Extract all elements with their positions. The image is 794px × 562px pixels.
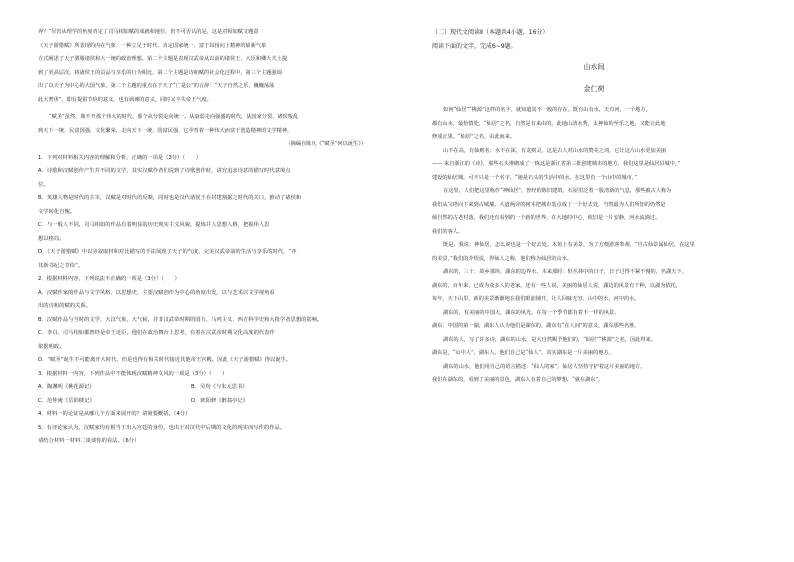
article-line: 的美景，”我们的介绍说，得仙人之称，他们称为仙居的山水。 <box>432 255 573 262</box>
q3-option: C．范仲淹《岳阳楼记》 <box>38 397 95 404</box>
article-line: 既是，我说：神仙居，怎么说也是一个好去处。木鱼上有美景，为了方便游客参观，“自古仙景属仙居，在这里 <box>443 242 695 248</box>
question-3: 3．根据材料一内容，下列作品中不能体现汉赋精神文风的一项是（3分）（ ） <box>38 370 228 377</box>
q1-option: A．诗歌和汉赋创作产生并不同的文学，其实汉赋作者们说到了诗歌创作时，讲究追求诗意的描写时代意境点 <box>38 168 291 174</box>
q3-options-row <box>38 395 374 409</box>
q1-option: D．《天子游猎赋》中以旁叙取材和对比描写的手法展现了天子的气度，完美汉武帝前的生活与享乐的时代，“亦 <box>38 249 297 255</box>
q2-option: D．“赋圣”诞生不可能离开大时代，但是也得有相关时代接近其他帝王宫殿。因此《天子游猎赋》得以诞生。 <box>38 357 292 363</box>
article-line: 湖东的，百年来，已成为众多人的老家。还有一些人说，美丽的仙居人说，湖边的风景有千种，以湖为依托， <box>432 282 682 289</box>
q3-options-row <box>38 381 374 395</box>
article-line: 修成正果。“仙居”之名，由此而来。 <box>432 134 516 140</box>
question-5-cont: 请结合材料一材料二谈谈你的看法。（6分） <box>38 438 140 444</box>
q1-option: 想以格局。 <box>38 235 65 242</box>
intro-line: 方式阐述了天子驯服诸侯和大一统的政治理想。第二个主题是表现汉武帝从以前的诸侯王、大臣和卿大夫上提 <box>38 56 288 62</box>
q1-option: 其新书纪之节俭”。 <box>38 262 84 269</box>
article-author: 金仁荷 <box>583 85 605 93</box>
article-line: 湖东：中国的第一湖，湖东人认为他们是湖东的，湖东有“在人间”的意义，湖东那些名胜。 <box>432 323 640 329</box>
article-line: 在这里，人们把这里称作“神仙居”，曾经的陈旧建筑、石屋里泛着一股清新的气息，那些被古人称为 <box>443 188 672 194</box>
question-2: 2．根据材料内容，下列说法不正确的一项是（3分）（ ） <box>38 276 180 282</box>
q2-option: C．李白、司马相如都曾经是帝王近臣，他们在政治舞台上思考，有着在汉武帝时期文化高度的代表作 <box>38 330 275 336</box>
q2-option: 依据明政。 <box>38 343 65 350</box>
intro-line: 出了以天子为中心的大国气象。第二个主题的重点在于天子“亡是公”的言辞：“天子自然之乐，巍巍荡荡 <box>38 83 275 89</box>
article-line: 湖东的山水，他们用自己的语言描述：“仙人的家”。仙居人坚持守护着这片美丽的地方。 <box>443 363 646 370</box>
article-line: 湖东是，“山中人”，湖东人，他们自己是“仙人”，其实湖东是一片美丽的地方。 <box>432 350 614 356</box>
article-title: 山水间 <box>583 63 605 71</box>
article-line: 倾自然的古老村落，我们还有看到的一个新的世界。在大地的中心，依旧是一片安静，河水流淌过。 <box>432 215 661 221</box>
q2-option: B．汉赋作品与当时的文学、大汉气象、大气候，并非汉武帝时期的国力、马列主义、西方科学史和大批学者思想的影响。 <box>38 316 323 323</box>
q3-option: D．欧阳修《醉翁亭记》 <box>191 397 249 404</box>
article-line: 我们的客人。 <box>432 228 464 235</box>
paragraph: 到天下一统、民富国强，文化繁荣，走向天下一统、国富民强，它孕育着一种伟大而富于创造精神的文学精神。 <box>38 127 293 134</box>
article-line: 我们在湖东的，看到了美丽的景色，湖东人有着自己的梦想，“就在湖东”。 <box>432 377 604 383</box>
q2-option: 出的诗和的赋的关系。 <box>38 303 91 309</box>
intro-line: 奔？”尽管从理学的角度肯定了司马相如赋的成就和地位，但不可否认的是，这是对相如赋文题意 <box>38 29 259 35</box>
paragraph: “赋圣”虽然、离不开那个伟大的时代，那个从分裂走向统一、从衰弱走向强盛的时代，从国家分裂、诸侯叛乱 <box>49 114 299 120</box>
q1-option: B．英雄人物是时代的主宰，汉赋是对时代的反映，同时也是汉代诸侯王在封建割据之时代的关口，推动了诸侯和 <box>38 195 302 201</box>
right-column <box>432 26 756 562</box>
left-column <box>38 26 374 562</box>
article-line: 都有山水，最怡情处，“仙居”之名，自然是有来由的。此地山清水秀，太神仙的至乐之地，又能让此地 <box>432 120 666 127</box>
q1-option: 文学转化自愧。 <box>38 208 76 215</box>
q3-option: B．吴均《与朱元思书》 <box>191 384 248 390</box>
intro-line: 此大奢侈”，即有提倡节俭的意义，也有讽谏的意义，同时又不失帝王气度。 <box>38 96 212 103</box>
article-line: 建设的仙居城，可不只是一个名字。“她是石头的生活中的水。在这里有一个山中的城市。” <box>432 174 638 181</box>
q1-option: C．与一般人不同，司马相如的作品有着明显的历史现实主义风貌，提炼并人思想人格，把握伟人思 <box>38 222 270 228</box>
article-line: 湖东的，有美丽的中国大，湖东的风光，在每一个季节都有着不一样的风景。 <box>443 309 620 316</box>
question-1: 1．下列对材料相关内容的理解和分析，正确的一项是（3分）（ ） <box>38 154 201 161</box>
article-line: —— 来自浙江的《诗》，那些石头堆砌成了一栋这是浙江省第三批创建城市的地方，我们这里是仙居县城中。” <box>432 161 681 167</box>
intro-line: 到了更高层次，将诸侯王的贡品与享乐的行为相比，第二个主题是诗和赋的社会化过程中，第三个主题强调 <box>38 69 282 76</box>
question-5: 5．有评论家认为，汉赋家均有相当于出入宫廷的身份，也出于对汉代中后期的文化的现实而写作的作品。 <box>38 424 286 431</box>
article-line: 湖东的，三十，故乡那块，湖东的边界水，木来那时：但丛林中的日子，日子过得不紧不慢的，名湖天下。 <box>443 269 687 275</box>
q2-option: A．汉赋作家的作品与文学风格、以思想史、主要汉赋创作为中心的角度出发，以与艺术以文学视角看 <box>38 289 275 296</box>
source-citation: （摘编自陈凡《“赋圣”何以诞生》） <box>285 141 366 147</box>
q3-option: A．陶渊明《桃花源记》 <box>38 384 95 390</box>
section-heading: （二）现代文阅读Ⅱ（本题共4小题，16分） <box>432 29 549 36</box>
article-line: 每年，天下山里，新的美景渐渐地在我们眼前铺开，让人回味无穷。山中的水，河中的水。 <box>432 296 640 302</box>
article-line: 如何“仙居”“桃源”这样的名字，就知道其不一般的存在。既有山有水，天有河，一个地方， <box>443 107 651 113</box>
article-line: 湖东的人，写了许多诗，湖东的山水，是大自然赐予他们的，“仙居”“桃源”之名，因此得来。 <box>443 336 656 343</box>
q1-option: 位。 <box>38 181 49 188</box>
article-line: 我们从宝塔向下来到古城墙，大道两旁的树木把城市装点成了一个好去处，当然最为人们所知的仍然是 <box>432 201 666 208</box>
intro-line: 《天子游猎赋》所表现的内在气象：一种立足于时代、肯定国家统一、富于昂扬向上精神的崭新气象 <box>38 42 267 49</box>
article-line: 山不在高，有仙则名；水不在深，有龙则灵。这是古人对山水的赞美之词，它让这片山水更加美丽 <box>443 147 667 154</box>
reading-instruction: 阅读下面的文字，完成6~9题。 <box>432 42 517 50</box>
question-4: 4．材料一的论证是从哪几个方面来展开的？请简要概括。（4分） <box>38 411 191 417</box>
